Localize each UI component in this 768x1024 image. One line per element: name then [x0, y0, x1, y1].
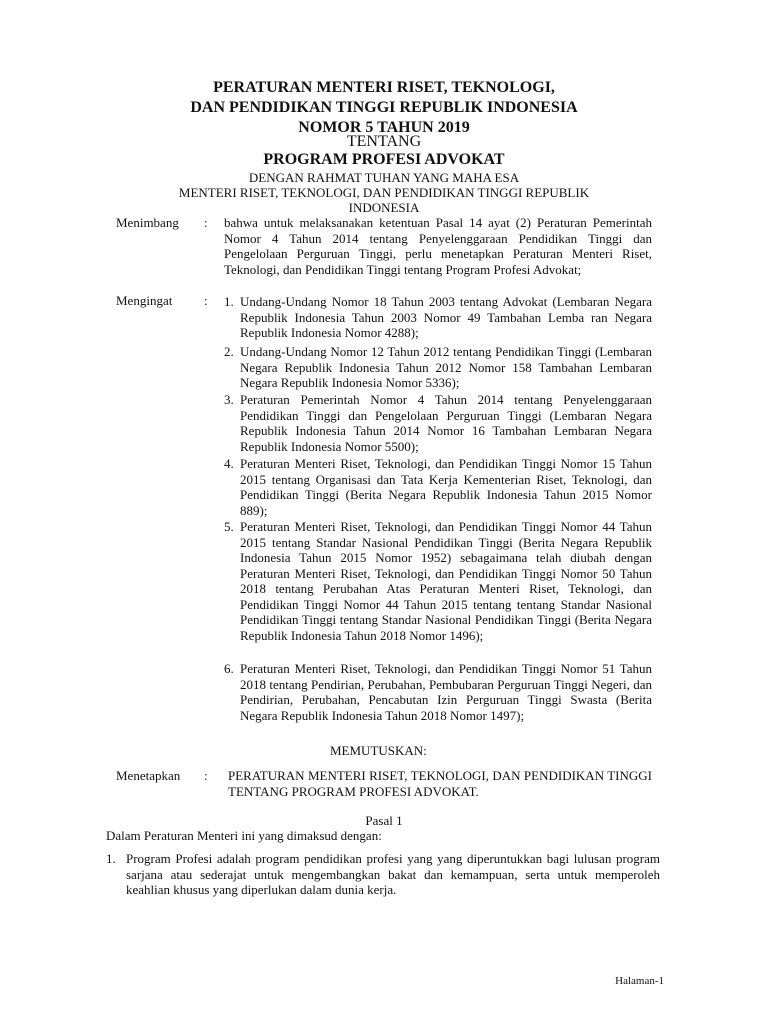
definition-number: 1.	[106, 851, 116, 866]
item-text: Peraturan Menteri Riset, Teknologi, dan Pendidikan Tinggi Nomor 44 Tahun 2015 tentang Standar Nasional Pendidikan Tinggi (Berita Negara Republik Indonesia Tahun 2015 Nomor 1952) sebagaimana telah diubah dengan Peraturan Menteri Riset, Teknologi, dan Pendidikan Tinggi Nomor 50 Tahun 2018 tentang Perubahan Atas Peraturan Menteri Riset, Teknologi, dan Pendidikan Tinggi Nomor 44 Tahun 2015 tentang tentang Standar Nasional Pendidikan Tinggi tentang Standar Nasional Pendidikan Tinggi (Berita Negara Republik Indonesia Tahun 2018 Nomor 1496);	[240, 519, 652, 643]
pasal-heading: Pasal 1	[365, 813, 403, 828]
definition-item	[106, 851, 660, 899]
item-number: 3.	[224, 392, 234, 407]
menteri-heading	[0, 185, 768, 215]
item-number: 5.	[224, 519, 234, 534]
list-item	[224, 392, 652, 454]
item-text: Peraturan Pemerintah Nomor 4 Tahun 2014 tentang Penyelenggaraan Pendidikan Tinggi dan Pengelolaan Perguruan Tinggi (Lembaran Negara Republik Indonesia Tahun 2014 Nomor 16 Tambahan Lembaran Negara Republik Indonesia Nomor 5500);	[240, 392, 652, 454]
memutuskan-heading: MEMUTUSKAN:	[330, 743, 427, 758]
item-number: 1.	[224, 294, 234, 309]
program-heading: PROGRAM PROFESI ADVOKAT	[263, 151, 505, 168]
menteri-line-2: INDONESIA	[348, 200, 420, 215]
list-item	[224, 456, 652, 518]
menimbang-text: bahwa untuk melaksanakan ketentuan Pasal 14 ayat (2) Peraturan Pemerintah Nomor 4 Tahun 2014 tentang Penyelenggaraan Pendidikan Tinggi dan Pengelolaan Perguruan Tinggi, perlu menetapkan Peraturan Menteri Riset, Teknologi, dan Pendidikan Tinggi tentang Program Profesi Advokat;	[224, 215, 652, 277]
list-item	[224, 344, 652, 392]
title-line-2: DAN PENDIDIKAN TINGGI REPUBLIK INDONESIA	[190, 99, 578, 116]
menimbang-label: Menimbang	[116, 215, 179, 230]
page-number: Halaman-1	[615, 975, 664, 987]
menetapkan-colon: :	[204, 768, 208, 783]
item-number: 4.	[224, 456, 234, 471]
item-text: Undang-Undang Nomor 12 Tahun 2012 tentang Pendidikan Tinggi (Lembaran Negara Republik Indonesia Tahun 2012 Nomor 158 Tambahan Lembaran Negara Republik Indonesia Nomor 5336);	[240, 344, 652, 390]
definition-text: Program Profesi adalah program pendidikan profesi yang yang diperuntukkan bagi lulusan program sarjana atau sederajat untuk mengembangkan bakat dan kemampuan, serta untuk memperoleh keahlian khusus yang diperlukan dalam dunia kerja.	[126, 851, 660, 897]
regulation-title	[0, 78, 768, 138]
list-item	[224, 661, 652, 739]
dengan-rahmat: DENGAN RAHMAT TUHAN YANG MAHA ESA	[248, 170, 520, 185]
title-line-3: NOMOR 5 TAHUN 2019	[298, 119, 470, 136]
menteri-line-1: MENTERI RISET, TEKNOLOGI, DAN PENDIDIKAN TINGGI REPUBLIK	[178, 185, 590, 200]
tentang-heading: TENTANG	[346, 133, 422, 150]
mengingat-colon: :	[204, 293, 208, 308]
item-text: Undang-Undang Nomor 18 Tahun 2003 tentang Advokat (Lembaran Negara Republik Indonesia Tahun 2003 Nomor 49 Tambahan Lemba ran Negara Republik Indonesia Nomor 4288);	[240, 294, 652, 340]
pasal-intro: Dalam Peraturan Menteri ini yang dimaksud dengan:	[106, 828, 382, 843]
item-number: 6.	[224, 661, 234, 676]
menetapkan-label: Menetapkan	[116, 768, 181, 783]
list-item	[224, 519, 652, 659]
item-text: Peraturan Menteri Riset, Teknologi, dan Pendidikan Tinggi Nomor 15 Tahun 2015 tentang Organisasi dan Tata Kerja Kementerian Riset, Teknologi, dan Pendidikan Tinggi (Berita Negara Republik Indonesia Tahun 2015 Nomor 889);	[240, 456, 652, 518]
mengingat-label: Mengingat	[116, 293, 173, 308]
menetapkan-text: PERATURAN MENTERI RISET, TEKNOLOGI, DAN PENDIDIKAN TINGGI TENTANG PROGRAM PROFESI ADVOKAT.	[228, 768, 652, 799]
menimbang-colon: :	[204, 215, 208, 230]
title-line-1: PERATURAN MENTERI RISET, TEKNOLOGI,	[213, 79, 555, 96]
list-item	[224, 294, 652, 342]
item-text: Peraturan Menteri Riset, Teknologi, dan Pendidikan Tinggi Nomor 51 Tahun 2018 tentang Pendirian, Perubahan, Pembubaran Perguruan Tinggi Negeri, dan Pendirian, Perubahan, Pencabutan Izin Perguruan Tinggi Swasta (Berita Negara Republik Indonesia Tahun 2018 Nomor 1497);	[240, 661, 652, 723]
item-number: 2.	[224, 344, 234, 359]
